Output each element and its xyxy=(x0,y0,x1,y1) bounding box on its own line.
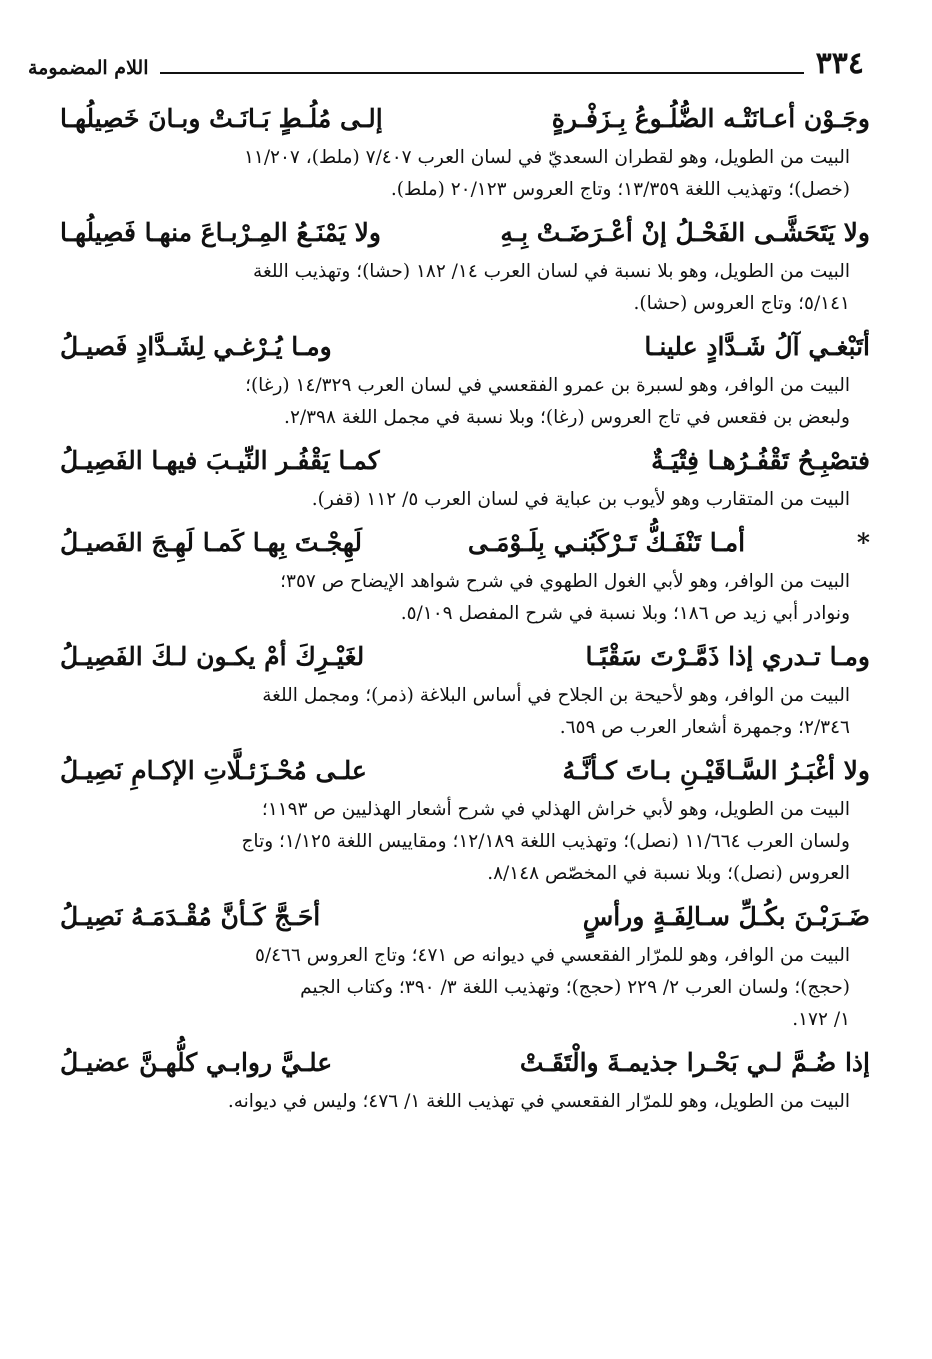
verse-commentary xyxy=(50,484,870,516)
second-hemistich: ولا يَمْنَـعُ المِـرْبـاعَ منهـا فَصِيلُهـا xyxy=(60,218,381,247)
verse-hemistichs xyxy=(60,894,870,940)
verse-line xyxy=(50,324,870,370)
first-hemistich: فتصْبِـحُ تَقْفُـرُهـا فِتْيَـةٌ xyxy=(651,446,870,475)
first-hemistich: ولا أغْبَـرُ السَّـاقَيْـنِ بـاتَ كـأنَّـهُ xyxy=(562,756,870,785)
verse-line xyxy=(50,1040,870,1086)
verse-entry xyxy=(50,210,870,320)
running-title: اللام المضمومة xyxy=(28,57,149,79)
verse-commentary xyxy=(50,370,870,434)
verse-commentary xyxy=(50,680,870,744)
commentary-line: البيت من الطويل، وهو للمرّار الفقعسي في تهذيب اللغة ١/ ٤٧٦؛ وليس في ديوانه. xyxy=(227,1091,850,1112)
header-rule xyxy=(160,72,803,74)
verse-entry xyxy=(50,520,870,630)
verse-line xyxy=(50,520,870,566)
second-hemistich: علـى مُحْـزَئـلَّاتِ الإكـامِ نَصِيـلُ xyxy=(60,756,367,785)
commentary-line: البيت من الطويل، وهو بلا نسبة في لسان العرب ١٤/ ١٨٢ (حشا)؛ وتهذيب اللغة xyxy=(253,261,850,282)
verse-commentary xyxy=(50,256,870,320)
verse-hemistichs xyxy=(60,324,870,370)
commentary-line: البيت من المتقارب وهو لأيوب بن عباية في لسان العرب ٥/ ١١٢ (قفر). xyxy=(311,489,850,510)
verse-commentary xyxy=(50,794,870,890)
verse-entry xyxy=(50,894,870,1036)
verse-commentary xyxy=(50,142,870,206)
first-hemistich: ومـا تـدري إذا ذَمَّـرْتَ سَقْبًـا xyxy=(585,642,870,671)
commentary-line: ولسان العرب ١١/٦٦٤ (نصل)؛ وتهذيب اللغة ١٢/١٨٩؛ ومقاييس اللغة ١/١٢٥؛ وتاج xyxy=(241,831,850,852)
commentary-line: البيت من الوافر، وهو لأبي الغول الطهوي في شرح شواهد الإيضاح ص ٣٥٧؛ xyxy=(280,571,850,592)
verse-entry xyxy=(50,438,870,516)
verse-commentary xyxy=(50,940,870,1036)
verse-line xyxy=(50,748,870,794)
verse-line xyxy=(50,210,870,256)
commentary-line: البيت من الطويل، وهو لقطران السعديّ في لسان العرب ٧/٤٠٧ (ملط)، ١١/٢٠٧ xyxy=(243,147,850,168)
first-hemistich: وجَـوْن أعـانَتْـه الضُّلُـوعُ بِـزَفْـرةٍ xyxy=(551,104,870,133)
verse-hemistichs xyxy=(60,1040,870,1086)
second-hemistich: ومـا يُـرْغـي لِشَـدَّادٍ فَصيـلُ xyxy=(60,332,332,361)
verse-hemistichs xyxy=(60,520,870,566)
commentary-line: البيت من الوافر، وهو لسبرة بن عمرو الفقعسي في لسان العرب ١٤/٣٢٩ (رغا)؛ xyxy=(245,375,850,396)
commentary-line: البيت من الطويل، وهو لأبي خراش الهذلي في شرح أشعار الهذليين ص ١١٩٣؛ xyxy=(261,799,850,820)
second-hemistich: كمـا يَقْفُـر النِّيـبَ فيهـا الفَصِيـلُ xyxy=(60,446,380,475)
verse-line xyxy=(50,634,870,680)
verse-line xyxy=(50,438,870,484)
page-header xyxy=(28,44,864,84)
commentary-line: ولبعض بن فقعس في تاج العروس (رغا)؛ وبلا نسبة في مجمل اللغة ٢/٣٩٨. xyxy=(284,407,850,428)
verse-entry xyxy=(50,634,870,744)
commentary-line: ٥/١٤١؛ وتاج العروس (حشا). xyxy=(633,293,850,314)
verse-entry xyxy=(50,324,870,434)
commentary-line: البيت من الوافر، وهو لأحيحة بن الجلاح في أساس البلاغة (ذمر)؛ ومجمل اللغة xyxy=(262,685,850,706)
first-hemistich: أتَبْغـي آلُ شَـدَّادٍ علينـا xyxy=(644,332,870,361)
first-hemistich: إذا ضُـمَّ لـي بَحْـرا جذيمـةَ والْتَقَـتْ xyxy=(519,1048,870,1077)
verse-entry xyxy=(50,96,870,206)
verse-line xyxy=(50,96,870,142)
verse-commentary xyxy=(50,1086,870,1118)
verse-entries xyxy=(50,96,870,1122)
verse-marker: * xyxy=(856,528,870,557)
verse-hemistichs xyxy=(60,96,870,142)
commentary-line: ١/ ١٧٢. xyxy=(792,1009,850,1030)
second-hemistich: أحَـجَّ كَـأنَّ مُقْـدَمَـهُ نَصِيـلُ xyxy=(60,902,321,931)
verse-entry xyxy=(50,748,870,890)
verse-entry xyxy=(50,1040,870,1118)
commentary-line: (حجج)؛ ولسان العرب ٢/ ٢٢٩ (حجج)؛ وتهذيب اللغة ٣/ ٣٩٠؛ وكتاب الجيم xyxy=(300,977,850,998)
second-hemistich: علـيَّ روابـي كلُّهـنَّ عضيـلُ xyxy=(60,1048,333,1077)
commentary-line: ونوادر أبي زيد ص ١٨٦؛ وبلا نسبة في شرح المفصل ٥/١٠٩. xyxy=(400,603,850,624)
verse-hemistichs xyxy=(60,634,870,680)
commentary-line: البيت من الوافر، وهو للمرّار الفقعسي في ديوانه ص ٤٧١؛ وتاج العروس ٥/٤٦٦ xyxy=(254,945,850,966)
first-hemistich: ولا يَتَحَشَّـى الفَحْـلُ إنْ أعْـرَضَـتْ بِـهِ xyxy=(500,218,870,247)
commentary-line: (خصل)؛ وتهذيب اللغة ١٣/٣٥٩؛ وتاج العروس ٢٠/١٢٣ (ملط). xyxy=(390,179,850,200)
first-hemistich: أمـا تَنْفَـكُّ تَـرْكَبُنـي بِلَـوْمَـى xyxy=(467,528,746,557)
second-hemistich: لغَيْـرِكَ أمْ يكـون لـكَ الفَصِيـلُ xyxy=(60,642,365,671)
first-hemistich: ضَـرَبْـنَ بكُـلِّ سـالِفَـةٍ ورأسٍ xyxy=(582,902,870,931)
page-number: ٣٣٤ xyxy=(815,46,864,81)
commentary-line: العروس (نصل)؛ وبلا نسبة في المخصّص ٨/١٤٨. xyxy=(487,863,850,884)
verse-commentary xyxy=(50,566,870,630)
verse-hemistichs xyxy=(60,438,870,484)
verse-line xyxy=(50,894,870,940)
second-hemistich: لَهِجْـتَ بِهـا كَمـا لَهِـجَ الفَصيـلُ xyxy=(60,528,362,557)
commentary-line: ٢/٣٤٦؛ وجمهرة أشعار العرب ص ٦٥٩. xyxy=(559,717,850,738)
second-hemistich: إلـى مُلُـطٍ بَـانَـتْ وبـانَ خَصِيلُهـا xyxy=(60,104,383,133)
verse-hemistichs xyxy=(60,210,870,256)
verse-hemistichs xyxy=(60,748,870,794)
